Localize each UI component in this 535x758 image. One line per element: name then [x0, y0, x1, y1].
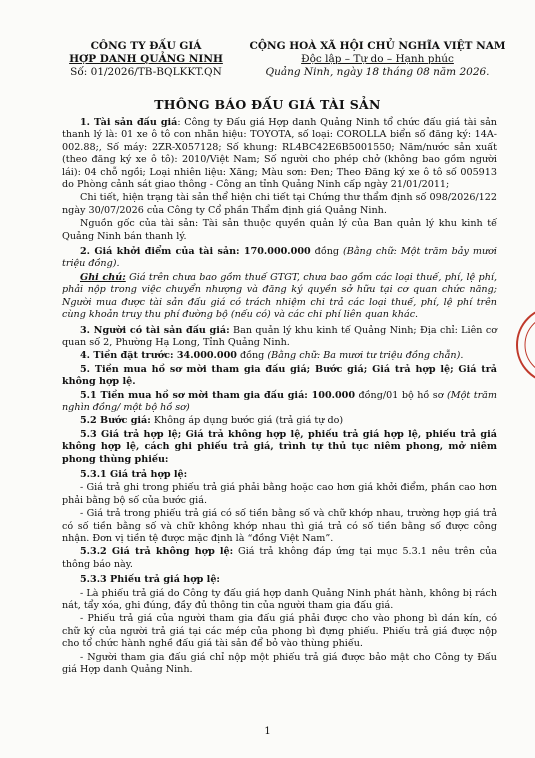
section-5-1 — [62, 390, 497, 415]
section-2-unit: đồng — [310, 246, 344, 258]
section-5-3-3-para2: - Phiếu trả giá của người tham gia đấu giá phải được cho vào phong bì dán kín, có chữ ký của người trả giá tại các mép của phong bì đựng phiếu. Phiếu trả giá được nộp cho tổ chức hành nghề đấu giá tài sản để bỏ vào thùng phiếu. — [62, 613, 497, 650]
section-5-3-3-label: 5.3.3 Phiếu trả giá hợp lệ: — [80, 574, 220, 586]
section-1-label: 1. Tài sản đấu giá — [80, 117, 178, 128]
note — [62, 272, 497, 322]
section-5-3-3-para1: - Là phiếu trả giá do Công ty đấu giá hợp danh Quảng Ninh phát hành, không bị rách nát, tẩy xóa, ghi đúng, đầy đủ thông tin của người tham gia đấu giá. — [62, 587, 497, 612]
section-1-origin: Nguồn gốc của tài sản: Tài sản thuộc quyền quản lý của Ban quản lý khu kinh tế Quảng Ninh bán thanh lý. — [62, 218, 497, 242]
section-5-3-1-para2: - Giá trả trong phiếu trả giá có số tiền bằng số và chữ khớp nhau, trường hợp giá trả có số tiền bằng số và chữ không khớp nhau thì giá trả có số tiền bằng số được công nhận. Đơn vị tiền tệ được mặc định là “đồng Việt Nam”. — [62, 508, 497, 544]
org-name-line1: CÔNG TY ĐẤU GIÁ — [90, 40, 202, 52]
place-date: Quảng Ninh, ngày 18 tháng 08 năm 2026. — [265, 66, 490, 78]
section-4 — [62, 350, 497, 362]
seal-stamp-icon — [510, 300, 535, 390]
section-5-3-2-label: 5.3.2 Giá trả không hợp lệ: — [80, 546, 234, 558]
national-header — [240, 40, 515, 79]
starting-price-words: (Bằng chữ: Một trăm bảy mươi triệu đồng). — [62, 246, 497, 270]
starting-price: 170.000.000 — [239, 246, 311, 258]
section-2-label: 2. Giá khởi điểm của tài sản: — [80, 246, 240, 258]
section-5-2 — [62, 415, 497, 427]
national-motto: Độc lập – Tự do – Hạnh phúc — [301, 53, 454, 65]
section-4-unit: đồng — [236, 350, 268, 362]
page-number: 1 — [264, 726, 271, 737]
section-1-text: : Công ty Đấu giá Hợp danh Quảng Ninh tổ chức đấu giá tài sản thanh lý là: 01 xe ô tô con nhãn hiệu: TOYOTA, số loại: COROLLA biển số đăng ký: 14A-002.88;, Số máy: 2ZR-X057128; Số khung: RL4BC42E6B5001550; Năm/nước sản xuất (theo đăng ký xe ô tô): 2010/Việt Nam; Số người cho phép chở (không bao gồm người lái): 04 chỗ ngồi; Loại nhiên liệu: Xăng; Màu sơn: Đen; Theo Đăng ký xe ô tô số 005913 do Phòng cảnh sát giao thông - Công an tỉnh Quảng Ninh cấp ngày 21/01/2011; — [62, 117, 497, 191]
section-1 — [62, 117, 497, 191]
section-5-3-heading: 5.3 Giá trả hợp lệ; Giá trả không hợp lệ, phiếu trả giá hợp lệ, phiếu trả giá không hợp lệ, cách ghi phiếu trả giá, trình tự thủ tục niêm phong, mở niêm phong thùng phiếu: — [62, 428, 497, 465]
note-label: Ghi chú: — [80, 271, 126, 283]
doc-title: THÔNG BÁO ĐẤU GIÁ TÀI SẢN — [154, 97, 381, 112]
section-5-heading: 5. Tiền mua hồ sơ mời tham gia đấu giá; Bước giá; Giá trả hợp lệ; Giá trả không hợp lệ. — [62, 363, 497, 388]
section-5-1-words: (Một trăm nghìn đồng/ một bộ hồ sơ) — [62, 389, 497, 413]
section-5-3-1-label: 5.3.1 Giá trả hợp lệ: — [80, 468, 188, 480]
note-text: Giá trên chưa bao gồm thuế GTGT, chưa bao gồm các loại thuế, phí, lệ phí, phải nộp trong việc chuyển nhượng và đăng ký quyền sở hữu tại cơ quan chức năng; Người mua được tài sản đấu giá có trách nhiệm chi trả các loại thuế, phí, lệ phí trên cùng khoản truy thu phí đường bộ (nếu có) và các chi phí liên quan khác. — [62, 271, 497, 321]
section-5-2-text: Không áp dụng bước giá (trả giá tự do) — [150, 415, 344, 427]
org-name-line2: HỢP DANH QUẢNG NINH — [69, 53, 223, 65]
org-header — [46, 40, 246, 79]
section-5-3-2 — [62, 546, 497, 571]
section-3-label: 3. Người có tài sản đấu giá: — [80, 324, 230, 336]
section-5-2-label: 5.2 Bước giá: — [80, 415, 151, 427]
section-4-label: 4. Tiền đặt trước: 34.000.000 — [80, 350, 237, 362]
section-1-detail: Chi tiết, hiện trạng tài sản thể hiện chi tiết tại Chứng thư thẩm định số 098/2026/122 ngày 30/07/2026 của Công ty Cổ phần Thẩm định giá Quảng Ninh. — [62, 192, 497, 216]
section-5-1-label: 5.1 Tiền mua hồ sơ mời tham gia đấu giá: 100.000 — [80, 389, 356, 401]
section-3 — [62, 325, 497, 350]
section-5-3-3-para3: - Người tham gia đấu giá chỉ nộp một phiếu trả giá được bảo mật cho Công ty Đấu giá Hợp danh Quảng Ninh. — [62, 651, 497, 676]
nation-name: CỘNG HOÀ XÃ HỘI CHỦ NGHĨA VIỆT NAM — [249, 40, 506, 52]
section-5-3-2-text: Giá trả không đáp ứng tại mục 5.3.1 nêu trên của thông báo này. — [62, 546, 497, 570]
section-3-text: Ban quản lý khu kinh tế Quảng Ninh; Địa chỉ: Liên cơ quan số 2, Phường Hạ Long, Tỉnh Quảng Ninh. — [62, 324, 498, 348]
section-5-3-1-para1: - Giá trả ghi trong phiếu trả giá phải bằng hoặc cao hơn giá khởi điểm, phần cao hơn phải bằng bộ số của bước giá. — [62, 482, 497, 506]
doc-number: Số: 01/2026/TB-BQLKKT.QN — [70, 66, 222, 78]
deposit-words: (Bằng chữ: Ba mươi tư triệu đồng chẵn). — [267, 350, 464, 362]
section-2 — [62, 246, 497, 271]
section-5-1-text: đồng/01 bộ hồ sơ — [355, 389, 448, 401]
doc-body — [62, 117, 497, 677]
